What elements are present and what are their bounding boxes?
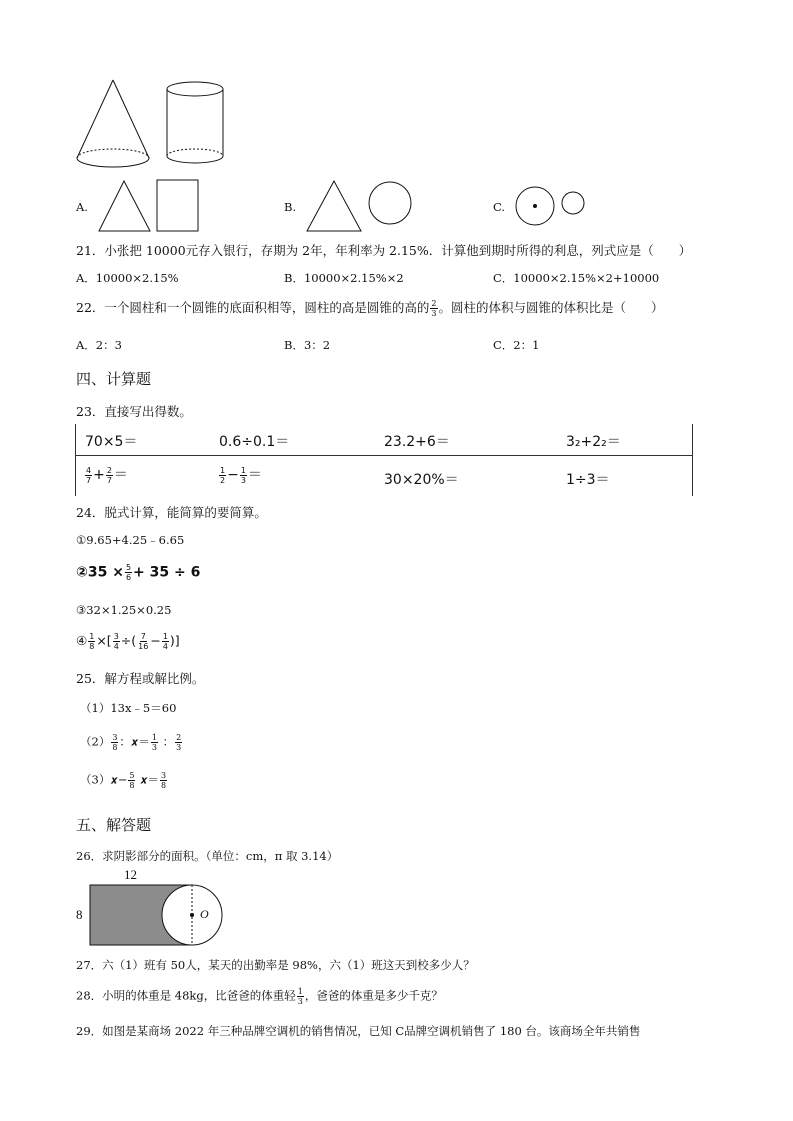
q25-expr-2: （2） $\frac{3}{8}$ ：𝒙＝ $\frac{1}{3}$ ： $\frac{2}{3}$ [80, 733, 182, 752]
option-b-label[interactable]: B. [284, 200, 297, 214]
q22-option-c[interactable]: C．2：1 [493, 338, 540, 352]
figure-label-center: O [200, 907, 209, 921]
option-b-shapes [304, 178, 416, 234]
q24-expr-2: ②35 × $\frac{5}{6}$ + 35 ÷ 6 [76, 563, 201, 582]
calc-cell: $\frac{1}{2}$ − $\frac{1}{3}$ ＝ [220, 465, 262, 485]
question-27: 27．六（1）班有 50人，某天的出勤率是 98%，六（1）班这天到校多少人？ [76, 958, 475, 972]
question-23: 23．直接写出得数。 [76, 404, 192, 419]
section-5-heading: 五、解答题 [76, 816, 152, 834]
q25-expr-3: （3）𝒙− $\frac{5}{8}$ 𝒙＝ $\frac{3}{8}$ [80, 771, 167, 790]
calc-cell: 23.2+6＝ [384, 434, 450, 450]
option-c-label[interactable]: C. [493, 200, 506, 214]
calc-cell: 30×20%＝ [384, 472, 459, 488]
q21-option-c[interactable]: C．10000×2.15%×2+10000 [493, 271, 660, 285]
question-22: 22．一个圆柱和一个圆锥的底面积相等，圆柱的高是圆锥的高的 $\frac{2}{3}$ 。圆柱的体积与圆锥的体积比是（ ） [76, 299, 664, 318]
figure-label-side: 8 [76, 907, 83, 922]
calc-cell: $\frac{4}{7}$ + $\frac{2}{7}$ ＝ [86, 465, 128, 485]
fraction: $\frac{2}{3}$ [431, 299, 437, 318]
question-26: 26．求阴影部分的面积。（单位：cm，π 取 3.14） [76, 849, 339, 863]
question-29: 29．如图是某商场 2022 年三种品牌空调机的销售情况，已知 C品牌空调机销售了 180 台。该商场全年共销售 [76, 1024, 641, 1038]
table-right-border [692, 424, 693, 496]
table-row-divider [75, 455, 693, 456]
section-4-heading: 四、计算题 [76, 370, 152, 388]
q21-option-a[interactable]: A．10000×2.15% [76, 271, 179, 285]
calc-cell: 3₂+2₂＝ [566, 434, 621, 450]
question-25: 25．解方程或解比例。 [76, 671, 205, 686]
calc-cell: 70×5＝ [85, 434, 138, 450]
q22-option-a[interactable]: A．2：3 [76, 338, 122, 352]
question-28: 28．小明的体重是 48kg，比爸爸的体重轻 $\frac{1}{3}$ ，爸爸的体重是多少千克？ [76, 987, 443, 1006]
option-a-label[interactable]: A. [76, 200, 88, 214]
option-c-shapes [513, 185, 588, 229]
q24-expr-1: ①9.65+4.25﹣6.65 [76, 533, 185, 547]
calc-cell: 1÷3＝ [566, 472, 610, 488]
question-21: 21．小张把 10000元存入银行，存期为 2年，年利率为 2.15%．计算他到期时所得的利息，列式应是（ ） [76, 243, 692, 258]
question-24: 24．脱式计算，能简算的要简算。 [76, 505, 267, 520]
cone-cylinder-figure [70, 76, 235, 176]
q24-expr-3: ③32×1.25×0.25 [76, 603, 172, 617]
q24-expr-4: ④ $\frac{1}{8}$ ×[ $\frac{3}{4}$ ÷( $\frac{7}{16}$ − $\frac{1}{4}$ )] [76, 632, 180, 651]
q21-option-b[interactable]: B．10000×2.15%×2 [284, 271, 404, 285]
q22-option-b[interactable]: B．3：2 [284, 338, 331, 352]
q25-expr-1: （1）13x﹣5＝60 [80, 701, 177, 715]
table-left-border [75, 424, 76, 496]
figure-label-top: 12 [124, 867, 137, 882]
option-a-shapes [96, 178, 202, 234]
calc-cell: 0.6÷0.1＝ [219, 434, 290, 450]
